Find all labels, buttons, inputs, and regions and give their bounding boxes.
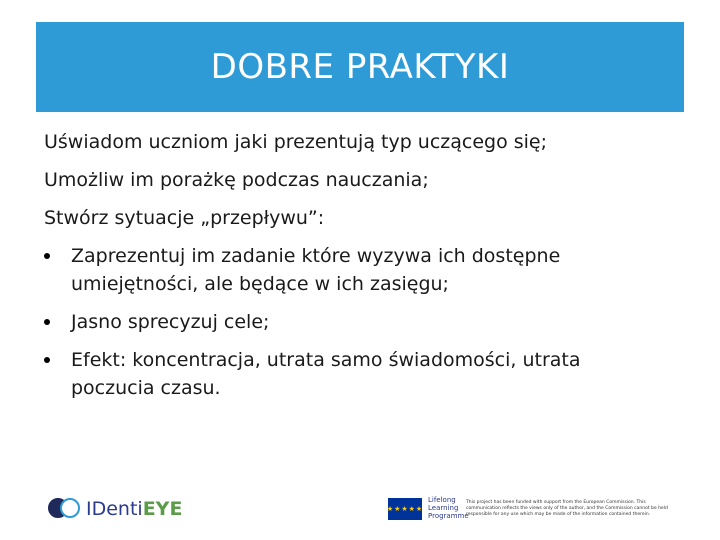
bullet-dot-icon bbox=[44, 357, 50, 363]
disclaimer-text: This project has been funded with support from the European Commission. This communication reflects the views only of the author, and the Commission cannot be held responsible for any use which may be made of the information contained therein. bbox=[466, 500, 668, 517]
logo-text bbox=[86, 498, 182, 520]
llp-logo-text: Lifelong Learning Programme bbox=[428, 496, 469, 520]
footer bbox=[0, 490, 720, 530]
logo-text-part2: EYE bbox=[142, 498, 183, 520]
bullet-text-2: Jasno sprecyzuj cele; bbox=[71, 311, 270, 333]
title-banner bbox=[36, 22, 684, 112]
body-line-1: Uświadom uczniom jaki prezentują typ uczącego się; bbox=[44, 131, 548, 153]
logo-circles-icon bbox=[48, 498, 92, 520]
bullet-text-1: Zaprezentuj im zadanie które wyzywa ich dostępne umiejętności, ale będące w ich zasięgu; bbox=[71, 245, 561, 295]
body-line-2: Umożliw im porażkę podczas nauczania; bbox=[44, 169, 429, 191]
bullet-item-3 bbox=[44, 346, 664, 402]
slide-title: DOBRE PRAKTYKI bbox=[210, 47, 510, 87]
eu-stars: ★★★★★ bbox=[386, 505, 424, 513]
bullet-dot-icon bbox=[44, 253, 50, 259]
bullet-list bbox=[44, 242, 664, 402]
logo-text-part1: IDenti bbox=[86, 498, 143, 520]
slide-body bbox=[44, 128, 664, 412]
bullet-item-1 bbox=[44, 242, 664, 298]
eu-flag-icon bbox=[388, 498, 422, 520]
bullet-item-2 bbox=[44, 308, 664, 336]
bullet-text-3: Efekt: koncentracja, utrata samo świadomości, utrata poczucia czasu. bbox=[71, 349, 581, 399]
bullet-dot-icon bbox=[44, 319, 50, 325]
identieye-logo bbox=[48, 498, 182, 520]
body-line-3: Stwórz sytuacje „przepływu”: bbox=[44, 207, 325, 229]
